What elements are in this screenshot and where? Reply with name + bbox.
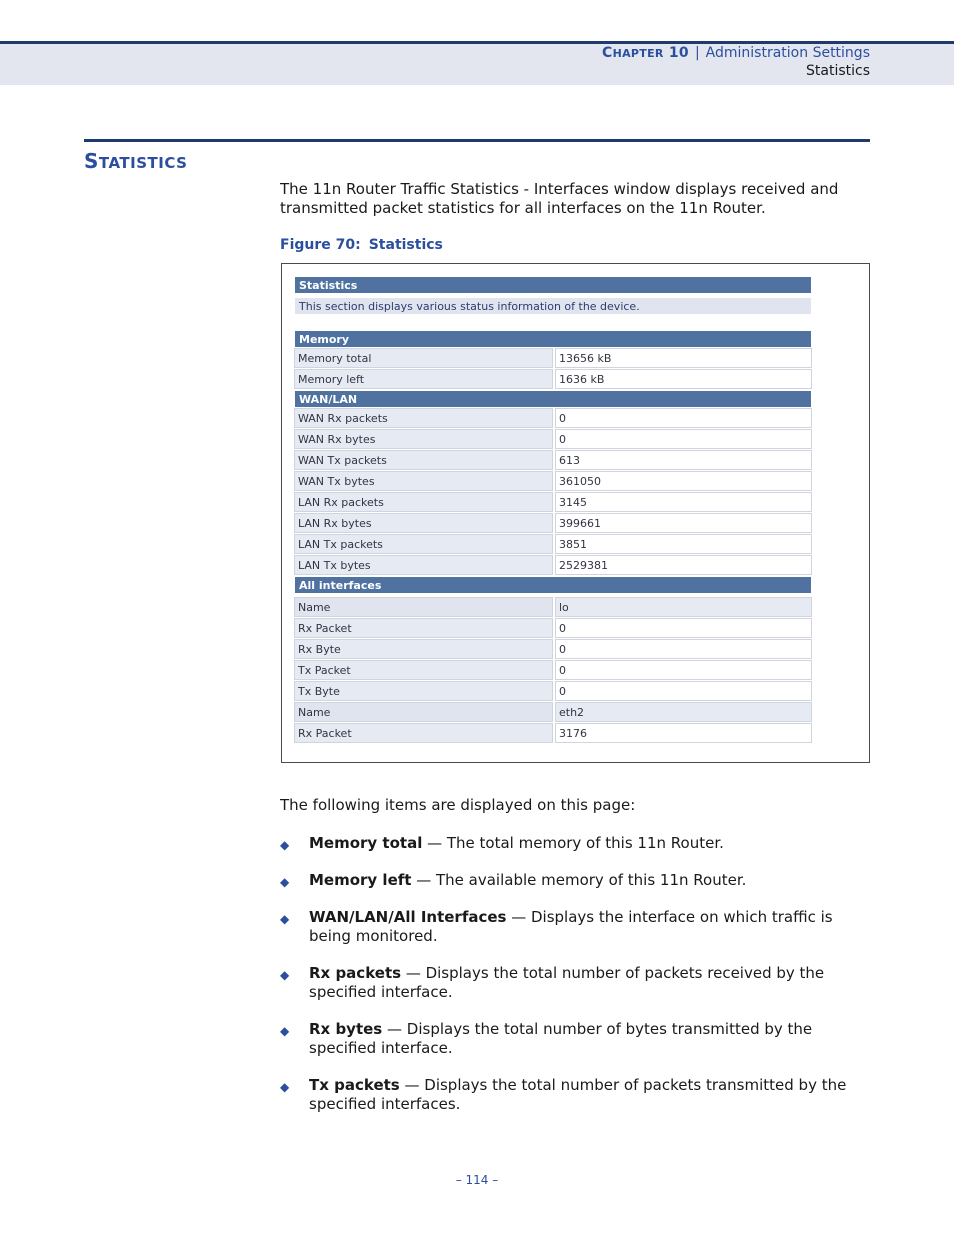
section-title	[84, 149, 187, 173]
row-label: WAN Tx bytes	[294, 471, 553, 491]
list-item	[280, 908, 872, 946]
items-list	[280, 834, 872, 1132]
row-label: LAN Tx packets	[294, 534, 553, 554]
figure-screenshot	[281, 263, 870, 763]
item-desc: — Displays the total number of bytes transmitted by the specified interface.	[309, 1020, 813, 1057]
row-label: Tx Packet	[294, 660, 553, 680]
item-desc: — The available memory of this 11n Router.	[411, 871, 747, 889]
item-term: Rx bytes	[309, 1020, 383, 1038]
item-desc: — Displays the total number of packets received by the specified interface.	[309, 964, 825, 1001]
table-row	[294, 597, 812, 618]
row-label: Tx Byte	[294, 681, 553, 701]
list-item	[280, 964, 872, 1002]
chapter-initial: C	[602, 45, 613, 61]
list-item	[280, 1076, 872, 1114]
item-term: WAN/LAN/All Interfaces	[309, 908, 507, 926]
chapter-word: HAPTER	[612, 47, 664, 60]
diamond-bullet-icon: ◆	[280, 968, 290, 982]
page-number: – 114 –	[455, 1173, 499, 1187]
row-label: LAN Rx packets	[294, 492, 553, 512]
diamond-bullet-icon: ◆	[280, 1024, 290, 1038]
item-term: Memory left	[309, 871, 412, 889]
chapter-title: Administration Settings	[705, 45, 870, 61]
row-value: lo	[555, 597, 812, 617]
row-value: 399661	[555, 513, 812, 533]
table-row	[294, 555, 812, 576]
row-value: 0	[555, 408, 812, 428]
row-value: 0	[555, 429, 812, 449]
table-row	[294, 429, 812, 450]
statistics-panel	[294, 276, 812, 744]
row-value: 2529381	[555, 555, 812, 575]
table-row	[294, 660, 812, 681]
item-term: Tx packets	[309, 1076, 400, 1094]
diamond-bullet-icon: ◆	[280, 875, 290, 889]
table-row	[294, 639, 812, 660]
row-value: 3851	[555, 534, 812, 554]
row-label: WAN Tx packets	[294, 450, 553, 470]
row-label: Name	[294, 597, 553, 617]
row-value: 3176	[555, 723, 812, 743]
list-item	[280, 834, 872, 853]
item-term: Memory total	[309, 834, 423, 852]
row-value: 13656 kB	[555, 348, 812, 368]
table-row	[294, 513, 812, 534]
figure-caption	[280, 237, 443, 253]
row-label: Rx Byte	[294, 639, 553, 659]
table-row	[294, 723, 812, 744]
row-label: WAN Rx bytes	[294, 429, 553, 449]
table-row	[294, 450, 812, 471]
item-desc: — Displays the interface on which traffic is being monitored.	[309, 908, 833, 945]
table-row	[294, 534, 812, 555]
row-label: Memory left	[294, 369, 553, 389]
row-label: Rx Packet	[294, 723, 553, 743]
figure-title: Statistics	[368, 237, 443, 253]
row-value: 0	[555, 681, 812, 701]
row-label: Name	[294, 702, 553, 722]
table-row	[294, 471, 812, 492]
table-row	[294, 492, 812, 513]
header-chapter	[602, 45, 870, 61]
table-row	[294, 408, 812, 429]
item-term: Rx packets	[309, 964, 402, 982]
row-label: Memory total	[294, 348, 553, 368]
table-row	[294, 348, 812, 369]
header-separator: |	[694, 45, 700, 61]
list-item	[280, 871, 872, 890]
section-title-rest: TATISTICS	[98, 154, 188, 172]
row-value: 361050	[555, 471, 812, 491]
wanlan-section-header: WAN/LAN	[294, 390, 812, 408]
section-title-initial: S	[84, 149, 99, 173]
header-section: Statistics	[806, 63, 870, 79]
figure-label: Figure 70:	[280, 237, 361, 253]
panel-description: This section displays various status information of the device.	[294, 297, 812, 315]
table-row	[294, 702, 812, 723]
item-desc: — Displays the total number of packets transmitted by the specified interfaces.	[309, 1076, 847, 1113]
row-label: Rx Packet	[294, 618, 553, 638]
row-value: 0	[555, 660, 812, 680]
row-value: eth2	[555, 702, 812, 722]
list-item	[280, 1020, 872, 1058]
row-value: 1636 kB	[555, 369, 812, 389]
memory-section-header: Memory	[294, 330, 812, 348]
row-value: 3145	[555, 492, 812, 512]
item-desc: — The total memory of this 11n Router.	[422, 834, 724, 852]
row-label: LAN Rx bytes	[294, 513, 553, 533]
section-rule	[84, 139, 870, 142]
row-value: 0	[555, 639, 812, 659]
table-row	[294, 369, 812, 390]
table-row	[294, 681, 812, 702]
row-label: WAN Rx packets	[294, 408, 553, 428]
table-row	[294, 618, 812, 639]
diamond-bullet-icon: ◆	[280, 838, 290, 852]
chapter-number: 10	[668, 45, 689, 61]
intro-paragraph: The 11n Router Traffic Statistics - Interfaces window displays received and transmitted packet statistics for all interfaces on the 11n Router.	[280, 180, 839, 217]
diamond-bullet-icon: ◆	[280, 1080, 290, 1094]
all-interfaces-section-header: All interfaces	[294, 576, 812, 594]
row-label: LAN Tx bytes	[294, 555, 553, 575]
diamond-bullet-icon: ◆	[280, 912, 290, 926]
row-value: 613	[555, 450, 812, 470]
panel-title: Statistics	[294, 276, 812, 294]
row-value: 0	[555, 618, 812, 638]
items-lead: The following items are displayed on this page:	[280, 796, 636, 814]
